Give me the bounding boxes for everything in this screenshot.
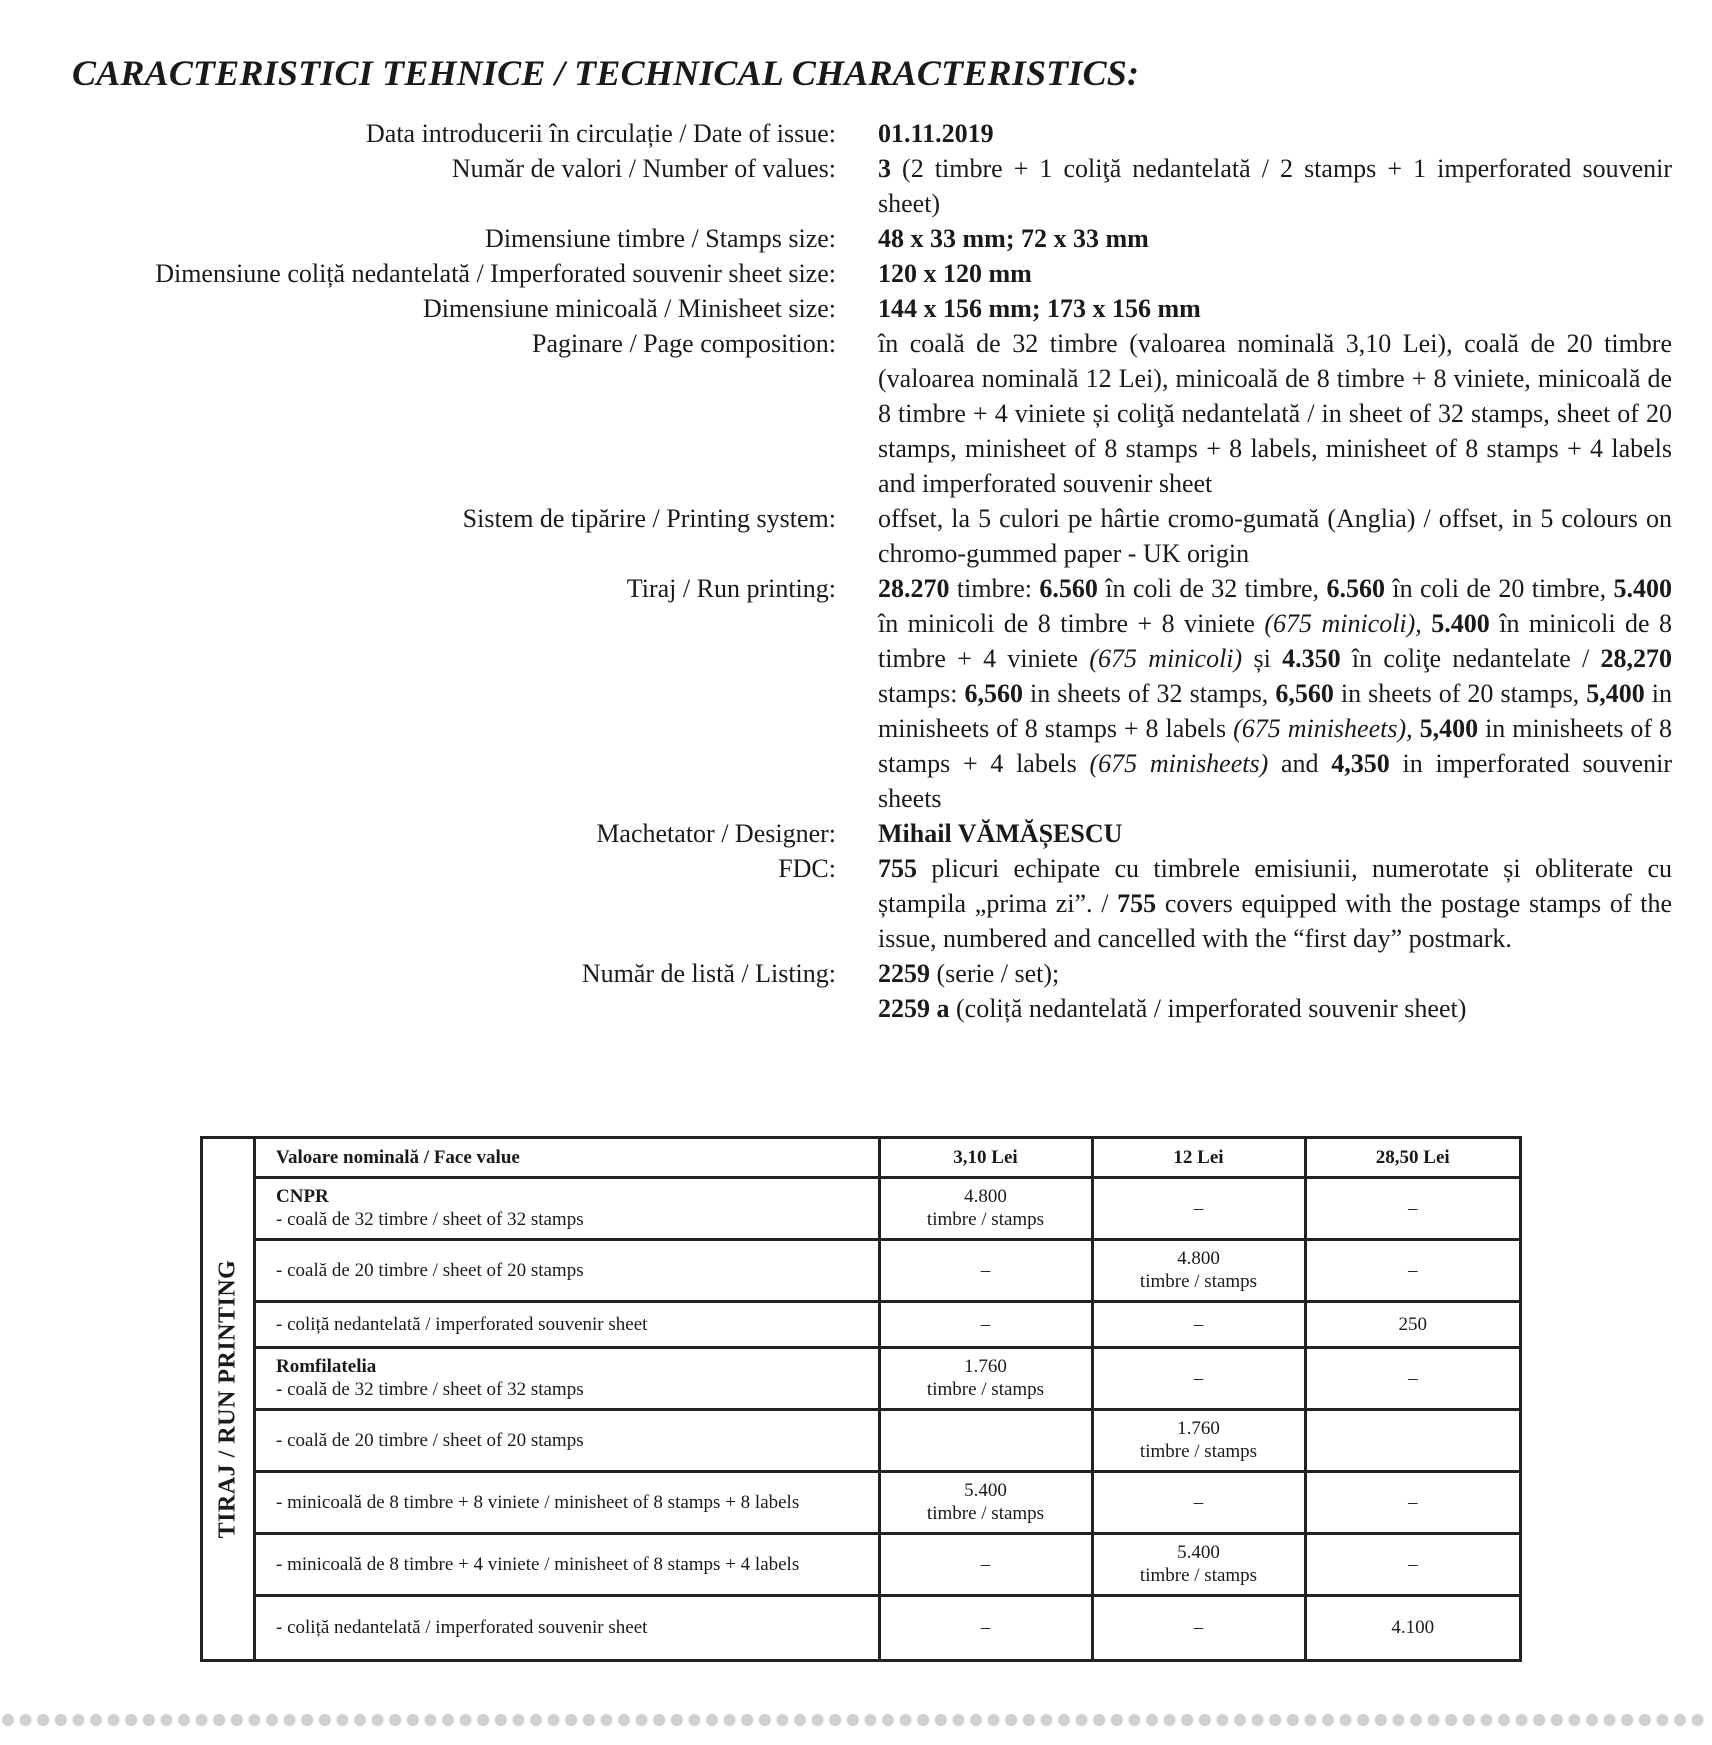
separator-dot [1340, 1714, 1352, 1726]
separator-dot [1269, 1714, 1281, 1726]
value-cell [1092, 1301, 1305, 1347]
header-cell: 28,50 Lei [1305, 1139, 1519, 1177]
run-number: 4.350 [1282, 644, 1341, 673]
separator-dot [55, 1714, 67, 1726]
row-label-cell [256, 1409, 879, 1471]
separator-dot [354, 1714, 366, 1726]
separator-dot [671, 1714, 683, 1726]
separator-dot [1111, 1714, 1123, 1726]
separator-dot [1058, 1714, 1070, 1726]
spec-label: Număr de listă / Listing: [581, 959, 836, 988]
separator-dot [231, 1714, 243, 1726]
run-note: (675 minisheets), [1233, 714, 1413, 743]
spec-value: 01.11.2019 [878, 119, 994, 148]
header-cell: Valoare nominală / Face value [256, 1139, 879, 1177]
separator-dot [1199, 1714, 1211, 1726]
cell-value: – [980, 1617, 991, 1639]
run-number: 28,270 [1600, 644, 1673, 673]
separator-dot [653, 1714, 665, 1726]
dotted-separator [0, 1712, 1712, 1728]
cell-value: – [1408, 1259, 1418, 1281]
listing-number: 2259 [878, 959, 930, 988]
separator-dot [442, 1714, 454, 1726]
spec-label: Dimensiune coliță nedantelată / Imperforated souvenir sheet size: [155, 259, 836, 288]
separator-dot [108, 1714, 120, 1726]
run-text: și [1242, 644, 1283, 673]
run-text: in minisheets of 8 stamps + 8 labels [878, 679, 1672, 743]
row-label-cell [256, 1347, 879, 1409]
value-cell [1092, 1409, 1305, 1471]
separator-dot [1146, 1714, 1158, 1726]
value-cell [879, 1347, 1092, 1409]
cell-unit: timbre / stamps [1139, 1565, 1258, 1586]
separator-dot [530, 1714, 542, 1726]
run-text: stamps: [878, 679, 965, 708]
separator-dot [424, 1714, 436, 1726]
cell-value: – [1408, 1367, 1418, 1389]
row-label: - minicoală de 8 timbre + 4 viniete / minisheet of 8 stamps + 4 labels [276, 1553, 800, 1575]
value-cell [879, 1533, 1092, 1595]
separator-dot [2, 1714, 14, 1726]
row-label: - coliță nedantelată / imperforated souvenir sheet [276, 1617, 648, 1639]
separator-dot [178, 1714, 190, 1726]
separator-dot [1533, 1714, 1545, 1726]
separator-dot [1692, 1714, 1704, 1726]
row-label: - coală de 32 timbre / sheet of 32 stamps [276, 1209, 584, 1230]
separator-dot [548, 1714, 560, 1726]
separator-dot [970, 1714, 982, 1726]
value-cell [1305, 1347, 1519, 1409]
cell-value: – [1193, 1617, 1204, 1639]
row-group-label: CNPR [276, 1186, 329, 1207]
spec-number: 3 [878, 154, 891, 183]
row-label-cell [256, 1177, 879, 1239]
separator-dot [20, 1714, 32, 1726]
spec-row-designer [0, 816, 1712, 851]
separator-dot [952, 1714, 964, 1726]
separator-dot [706, 1714, 718, 1726]
value-cell [1305, 1409, 1519, 1471]
spec-label: FDC: [778, 854, 836, 883]
separator-dot [618, 1714, 630, 1726]
fdc-text: plicuri echipate cu timbrele emisiunii, numerotate și obliterate cu ștampila „prima zi”. / [878, 854, 1672, 918]
separator-dot [1375, 1714, 1387, 1726]
spec-value: offset, la 5 culori pe hârtie cromo-gumată (Anglia) / offset, in 5 colours on chromo-gummed paper - UK origin [878, 504, 1672, 568]
cell-value: – [1408, 1491, 1418, 1513]
value-cell [879, 1239, 1092, 1301]
separator-dot [477, 1714, 489, 1726]
value-cell [1092, 1347, 1305, 1409]
separator-dot [935, 1714, 947, 1726]
table-row [256, 1239, 1519, 1301]
separator-dot [1551, 1714, 1563, 1726]
separator-dot [1586, 1714, 1598, 1726]
header-cell: 12 Lei [1092, 1139, 1305, 1177]
separator-dot [1428, 1714, 1440, 1726]
cell-value: – [1193, 1367, 1204, 1389]
separator-dot [1639, 1714, 1651, 1726]
listing-text: (serie / set); [930, 959, 1060, 988]
row-group-label: Romfilatelia [276, 1356, 377, 1377]
separator-dot [1128, 1714, 1140, 1726]
spec-text: (2 timbre + 1 coliţă nedantelată / 2 stamps + 1 imperforated souvenir sheet) [878, 154, 1672, 218]
specs-list [0, 116, 1712, 1026]
row-label-cell [256, 1595, 879, 1659]
separator-dot [1040, 1714, 1052, 1726]
fdc-text: covers equipped with the postage stamps of the issue, numbered and cancelled with the “first day” postmark. [878, 889, 1673, 953]
separator-dot [776, 1714, 788, 1726]
value-cell [1305, 1301, 1519, 1347]
table-row [256, 1533, 1519, 1595]
separator-dot [1287, 1714, 1299, 1726]
separator-dot [213, 1714, 225, 1726]
run-number: 6,560 [964, 679, 1023, 708]
cell-value: – [1193, 1197, 1204, 1219]
value-cell [879, 1471, 1092, 1533]
separator-dot [407, 1714, 419, 1726]
run-number: 6.560 [1039, 574, 1098, 603]
face-value-table [256, 1139, 1519, 1659]
run-text: în minicoli de 8 timbre + 8 viniete [878, 609, 1265, 638]
table-row [256, 1301, 1519, 1347]
run-number: 6,560 [1275, 679, 1334, 708]
separator-dot [864, 1714, 876, 1726]
run-number: 5.400 [1431, 609, 1490, 638]
run-printing-table [200, 1136, 1522, 1662]
spec-label: Tiraj / Run printing: [626, 574, 836, 603]
separator-dot [741, 1714, 753, 1726]
run-text: in imperforated souvenir sheets [878, 749, 1672, 813]
cell-value: 250 [1398, 1313, 1427, 1335]
header-cell: 3,10 Lei [879, 1139, 1092, 1177]
cell-value: 1.760 [964, 1356, 1007, 1377]
separator-dot [72, 1714, 84, 1726]
run-number: 4,350 [1331, 749, 1390, 778]
run-text: timbre: [949, 574, 1040, 603]
spec-row-listing [0, 956, 1712, 1026]
separator-dot [37, 1714, 49, 1726]
separator-dot [1656, 1714, 1668, 1726]
separator-dot [1252, 1714, 1264, 1726]
separator-dot [495, 1714, 507, 1726]
cell-unit: timbre / stamps [926, 1379, 1045, 1400]
value-cell [1092, 1471, 1305, 1533]
run-text: în minicoli de 8 timbre + 4 viniete [878, 609, 1672, 673]
separator-dot [160, 1714, 172, 1726]
separator-dot [688, 1714, 700, 1726]
spec-row-stamps-size [0, 221, 1712, 256]
row-label: - coală de 32 timbre / sheet of 32 stamps [276, 1379, 584, 1400]
separator-dot [1463, 1714, 1475, 1726]
run-text: în coli de 32 timbre, [1097, 574, 1327, 603]
separator-dot [1604, 1714, 1616, 1726]
cell-unit: timbre / stamps [1139, 1271, 1258, 1292]
run-number: 5,400 [1586, 679, 1645, 708]
row-label-cell [256, 1533, 879, 1595]
spec-value: Mihail VĂMĂȘESCU [878, 819, 1123, 848]
separator-dot [248, 1714, 260, 1726]
cell-value: 4.800 [964, 1186, 1007, 1207]
cell-value: 5.400 [1177, 1542, 1220, 1563]
spec-label: Data introducerii în circulație / Date of issue: [366, 119, 836, 148]
separator-dot [512, 1714, 524, 1726]
cell-value: 1.760 [1177, 1418, 1220, 1439]
separator-dot [1076, 1714, 1088, 1726]
value-cell [1092, 1595, 1305, 1659]
value-cell [1092, 1239, 1305, 1301]
side-label: TIRAJ / RUN PRINTING [214, 1259, 241, 1539]
separator-dot [583, 1714, 595, 1726]
separator-dot [900, 1714, 912, 1726]
spec-value: 48 x 33 mm; 72 x 33 mm [878, 224, 1149, 253]
listing-number: 2259 a [878, 994, 950, 1023]
cell-value: 4.800 [1177, 1248, 1220, 1269]
run-note: (675 minicoli) [1089, 644, 1243, 673]
separator-dot [389, 1714, 401, 1726]
value-cell [879, 1301, 1092, 1347]
separator-dot [1516, 1714, 1528, 1726]
separator-dot [1410, 1714, 1422, 1726]
cell-value: – [1193, 1313, 1204, 1335]
value-cell [1305, 1177, 1519, 1239]
separator-dot [1357, 1714, 1369, 1726]
table-row [256, 1347, 1519, 1409]
spec-row-fdc [0, 851, 1712, 956]
fdc-number: 755 [878, 854, 917, 883]
row-label: - minicoală de 8 timbre + 8 viniete / minisheet of 8 stamps + 8 labels [276, 1491, 800, 1513]
separator-dot [724, 1714, 736, 1726]
row-label-cell [256, 1239, 879, 1301]
spec-label: Paginare / Page composition: [531, 329, 836, 358]
spec-row-run [0, 571, 1712, 816]
run-number: 28.270 [878, 574, 950, 603]
separator-dot [143, 1714, 155, 1726]
separator-dot [1181, 1714, 1193, 1726]
spec-value [878, 956, 1672, 1026]
spec-value: 120 x 120 mm [878, 259, 1032, 288]
separator-dot [1322, 1714, 1334, 1726]
row-label-cell [256, 1301, 879, 1347]
separator-dot [319, 1714, 331, 1726]
separator-dot [829, 1714, 841, 1726]
run-text: in sheets of 32 stamps, [1022, 679, 1276, 708]
row-label: - coală de 20 timbre / sheet of 20 stamps [276, 1429, 584, 1451]
separator-dot [1093, 1714, 1105, 1726]
separator-dot [1480, 1714, 1492, 1726]
spec-label: Număr de valori / Number of values: [451, 154, 836, 183]
page-title: CARACTERISTICI TEHNICE / TECHNICAL CHARACTERISTICS: [72, 53, 1140, 93]
value-cell [879, 1177, 1092, 1239]
spec-label: Dimensiune timbre / Stamps size: [485, 224, 836, 253]
separator-dot [882, 1714, 894, 1726]
value-cell [1092, 1533, 1305, 1595]
separator-dot [636, 1714, 648, 1726]
separator-dot [196, 1714, 208, 1726]
run-text: în coli de 20 timbre, [1384, 574, 1614, 603]
spec-value: în coală de 32 timbre (valoarea nominală 3,10 Lei), coală de 20 timbre (valoarea nominală 12 Lei), minicoală de 8 timbre + 8 viniete, minicoală de 8 timbre + 4 viniete și coliţă nedantelată / in sheet of 32 stamps, sheet of 20 stamps, minisheet of 8 stamps + 8 labels, minisheet of 8 stamps + 4 labels and imperforated souvenir sheet [878, 329, 1672, 498]
run-number: 5,400 [1419, 714, 1479, 743]
value-cell [1305, 1471, 1519, 1533]
run-text: and [1268, 749, 1332, 778]
separator-dot [372, 1714, 384, 1726]
separator-dot [1005, 1714, 1017, 1726]
spec-label: Dimensiune minicoală / Minisheet size: [422, 294, 836, 323]
table-row [256, 1409, 1519, 1471]
separator-dot [917, 1714, 929, 1726]
separator-dot [460, 1714, 472, 1726]
value-cell [879, 1595, 1092, 1659]
run-note: (675 minicoli), [1264, 609, 1422, 638]
separator-dot [90, 1714, 102, 1726]
separator-dot [565, 1714, 577, 1726]
cell-unit: timbre / stamps [926, 1503, 1045, 1524]
spec-value [878, 851, 1672, 956]
separator-dot [759, 1714, 771, 1726]
separator-dot [1674, 1714, 1686, 1726]
run-number: 6.560 [1326, 574, 1385, 603]
run-text: in sheets of 20 stamps, [1333, 679, 1587, 708]
value-cell [879, 1409, 1092, 1471]
cell-value: – [980, 1553, 991, 1575]
listing-text: (coliță nedantelată / imperforated souvenir sheet) [949, 994, 1467, 1023]
side-label-cell [203, 1139, 256, 1659]
value-cell [1305, 1595, 1519, 1659]
spec-row-printing [0, 501, 1712, 571]
spec-row-minisheet-size [0, 291, 1712, 326]
table-row [256, 1595, 1519, 1659]
separator-dot [1234, 1714, 1246, 1726]
separator-dot [1568, 1714, 1580, 1726]
run-text: in minisheets of 8 stamps + 4 labels [878, 714, 1673, 778]
spec-row-pagination [0, 326, 1712, 501]
cell-value: 4.100 [1391, 1617, 1435, 1639]
separator-dot [284, 1714, 296, 1726]
separator-dot [812, 1714, 824, 1726]
separator-dot [1392, 1714, 1404, 1726]
table-row [256, 1177, 1519, 1239]
separator-dot [266, 1714, 278, 1726]
spec-row-sheet-size [0, 256, 1712, 291]
separator-dot [301, 1714, 313, 1726]
spec-value: 144 x 156 mm; 173 x 156 mm [878, 294, 1201, 323]
spec-value [878, 571, 1672, 816]
separator-dot [1621, 1714, 1633, 1726]
separator-dot [1023, 1714, 1035, 1726]
value-cell [1305, 1533, 1519, 1595]
cell-value: – [1193, 1491, 1204, 1513]
separator-dot [1498, 1714, 1510, 1726]
value-cell [1092, 1177, 1305, 1239]
value-cell [1305, 1239, 1519, 1301]
cell-value: – [980, 1313, 991, 1335]
run-number: 5.400 [1613, 574, 1672, 603]
separator-dot [1216, 1714, 1228, 1726]
separator-dot [600, 1714, 612, 1726]
separator-dot [988, 1714, 1000, 1726]
separator-dot [1445, 1714, 1457, 1726]
row-label: - coală de 20 timbre / sheet of 20 stamps [276, 1259, 584, 1281]
spec-label: Machetator / Designer: [596, 819, 836, 848]
spec-row-date [0, 116, 1712, 151]
separator-dot [125, 1714, 137, 1726]
separator-dot [794, 1714, 806, 1726]
fdc-number: 755 [1117, 889, 1157, 918]
separator-dot [1304, 1714, 1316, 1726]
cell-unit: timbre / stamps [1139, 1441, 1258, 1462]
table-row [256, 1471, 1519, 1533]
row-label-cell [256, 1471, 879, 1533]
run-text: în coliţe nedantelate / [1340, 644, 1601, 673]
separator-dot [336, 1714, 348, 1726]
cell-value: – [1408, 1553, 1418, 1575]
run-text [1413, 714, 1420, 743]
table-header-row [256, 1139, 1519, 1177]
cell-value: – [980, 1259, 991, 1281]
cell-value: – [1408, 1197, 1418, 1219]
cell-value: 5.400 [964, 1480, 1007, 1501]
run-note: (675 minisheets) [1089, 749, 1269, 778]
row-label: - coliță nedantelată / imperforated souvenir sheet [276, 1313, 648, 1335]
run-text [1422, 609, 1431, 638]
spec-row-values [0, 151, 1712, 221]
spec-value [878, 151, 1672, 221]
spec-label: Sistem de tipărire / Printing system: [462, 504, 836, 533]
cell-unit: timbre / stamps [926, 1209, 1045, 1230]
separator-dot [847, 1714, 859, 1726]
separator-dot [1164, 1714, 1176, 1726]
